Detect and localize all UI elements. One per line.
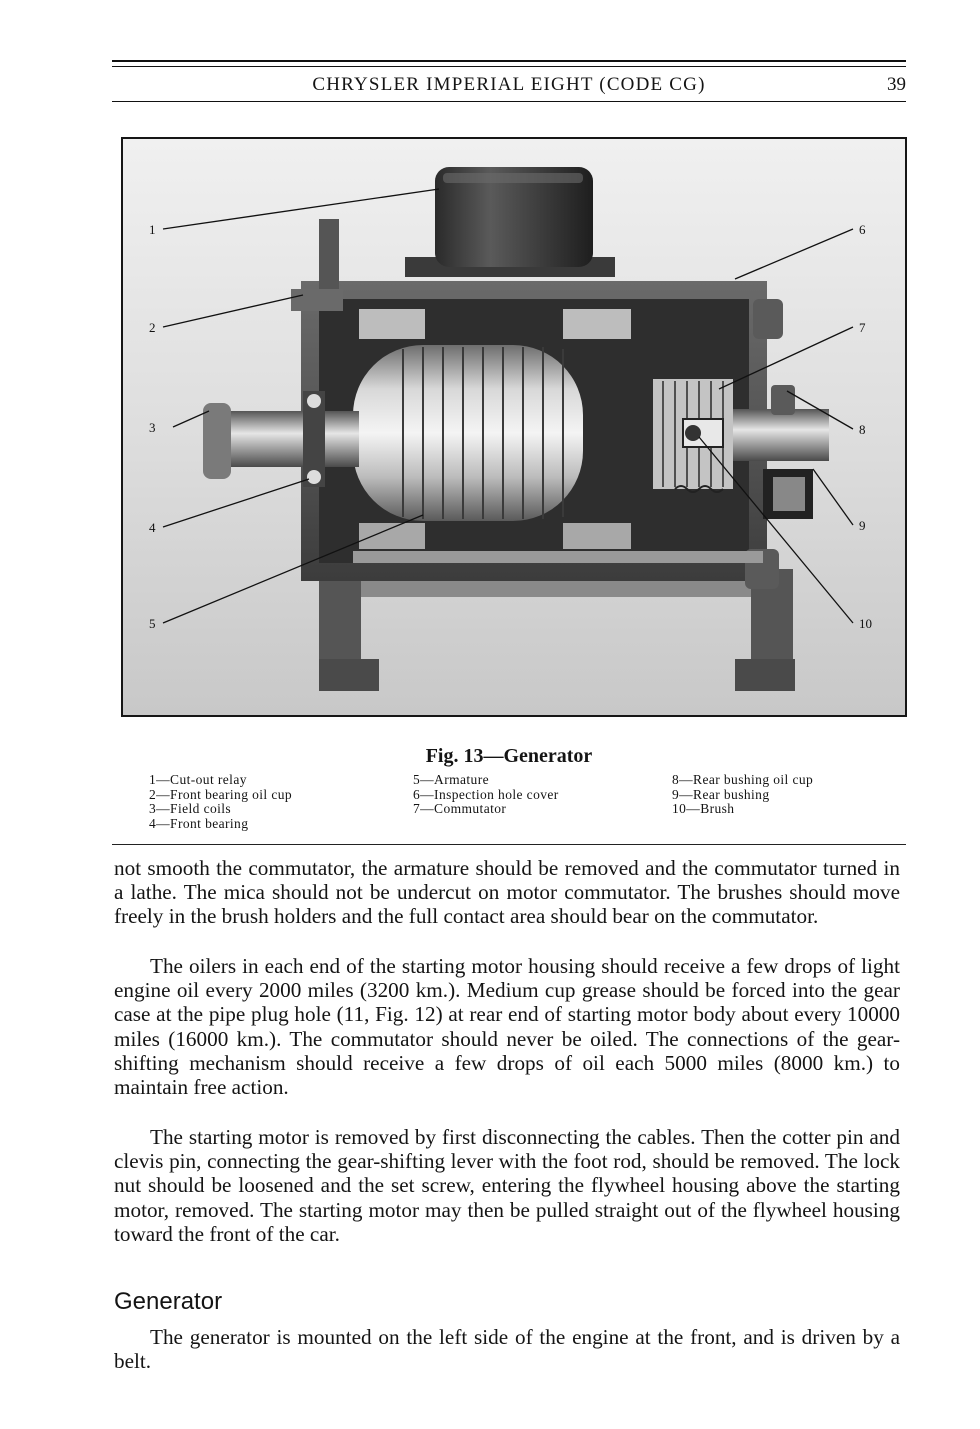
running-header-title: CHRYSLER IMPERIAL EIGHT (CODE CG): [312, 74, 706, 95]
callout-6: 6: [859, 222, 866, 237]
legend-item: 4—Front bearing: [149, 815, 249, 831]
header-bottom-rule: [112, 101, 906, 102]
body-paragraph: The oilers in each end of the starting motor housing should receive a few drops of light engine oil every 2000 miles (3200 km.). Medium cup grease should be forced into the gear case at the pipe plug hole (11, Fig. 12) at rear end of starting motor body about every 10000 miles (16000 km.). The commutator should never be oiled. The connections of the gear-shifting mechanism should receive a few drops of oil each 5000 miles (8000 km.) to maintain free action.: [114, 954, 900, 1100]
header-top-rule-thin: [112, 66, 906, 67]
legend-item: 9—Rear bushing: [672, 786, 770, 802]
legend-item: 10—Brush: [672, 801, 735, 817]
body-paragraph: The starting motor is removed by first disconnecting the cables. Then the cotter pin and clevis pin, connecting the gear-shifting lever with the foot rod, should be removed. The lock nut should be loosened and the set screw, entering the flywheel housing above the starting motor, removed. The starting motor may then be pulled straight out of the flywheel housing toward the front of the car.: [114, 1125, 900, 1246]
legend-item: 8—Rear bushing oil cup: [672, 772, 814, 787]
legend-bottom-rule: [112, 844, 906, 845]
callout-8: 8: [859, 422, 866, 437]
figure-caption: Fig. 13—Generator: [425, 745, 593, 767]
legend-item: 1—Cut-out relay: [149, 772, 247, 787]
figure-legend-column-1: [149, 773, 292, 831]
callout-1: 1: [149, 222, 156, 237]
body-paragraph: not smooth the commutator, the armature should be removed and the commutator turned in a lathe. The mica should not be undercut on motor commutator. The brushes should move freely in the brush holders and the full contact area should bear on the commutator.: [114, 856, 900, 929]
generator-figure: [121, 137, 907, 717]
callout-10: 10: [859, 616, 872, 631]
body-paragraph: The generator is mounted on the left side of the engine at the front, and is driven by a belt.: [114, 1325, 900, 1374]
legend-item: 6—Inspection hole cover: [413, 786, 559, 802]
callout-5: 5: [149, 616, 156, 631]
section-heading-generator: Generator: [114, 1288, 223, 1315]
callout-4: 4: [149, 520, 156, 535]
callout-2: 2: [149, 320, 156, 335]
figure-legend-column-3: [672, 773, 813, 817]
callout-9: 9: [859, 518, 866, 533]
legend-item: 5—Armature: [413, 772, 489, 787]
legend-item: 2—Front bearing oil cup: [149, 786, 293, 802]
callout-7: 7: [859, 320, 866, 335]
page-number: 39: [887, 74, 906, 95]
header-top-rule: [112, 60, 906, 62]
figure-legend-column-2: [413, 773, 559, 817]
legend-item: 3—Field coils: [149, 801, 232, 817]
callout-3: 3: [149, 420, 156, 435]
legend-item: 7—Commutator: [413, 801, 507, 817]
generator-cutaway-illustration: [123, 139, 905, 715]
